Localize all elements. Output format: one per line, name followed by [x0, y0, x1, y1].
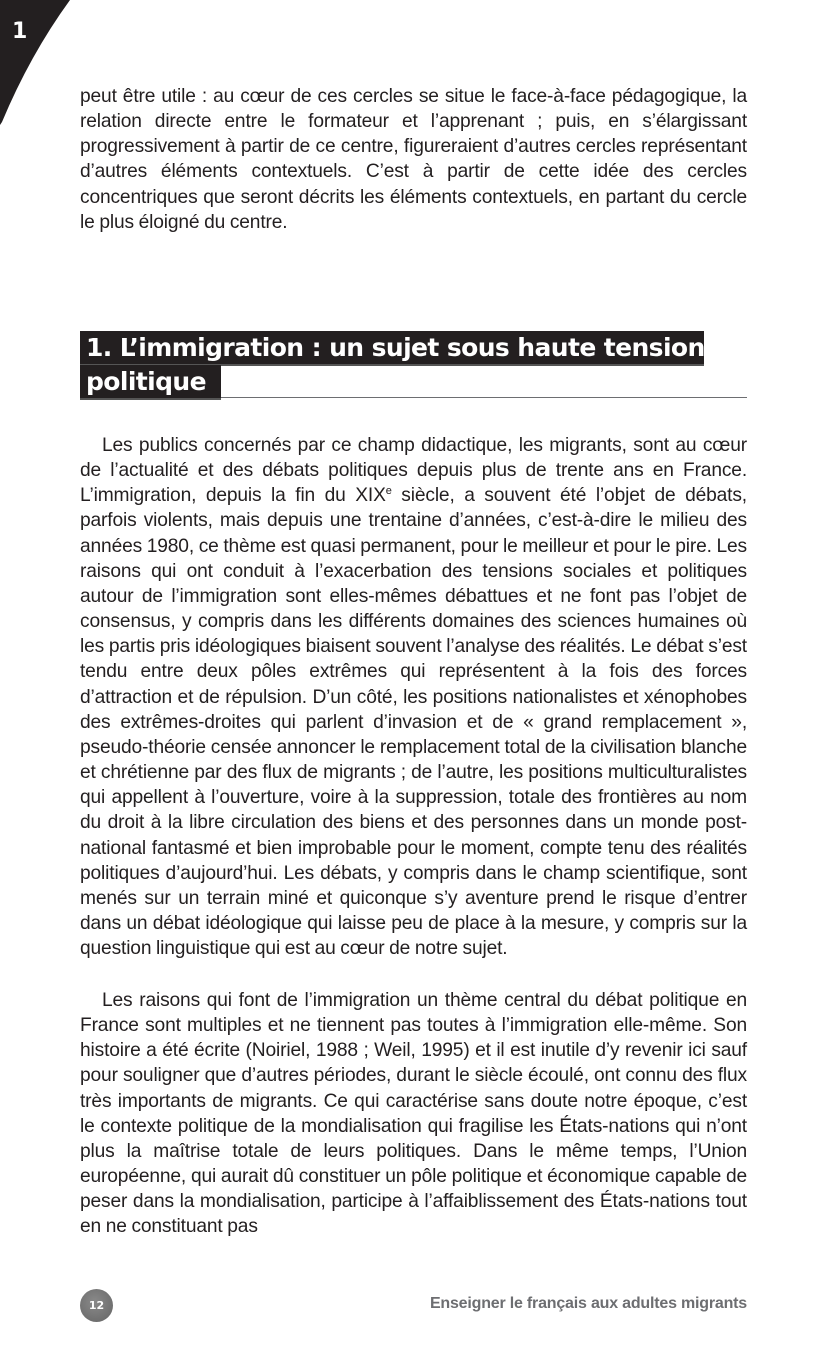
paragraph-text: siècle, a souvent été l’objet de débats, parfois violents, mais depuis une trentaine d’années, c’est-à-dire le milieu des années 1980, ce thème est quasi permanent, pour le meilleur et pour le pire. Les raisons qui ont conduit à l’exacerbation des tensions sociales et politiques autour de l’immigration sont elles-mêmes débattues et ne font pas l’objet de consensus, y compris dans les différents domaines des sciences humaines où les partis pris idéologiques biaisent souvent l’analyse des réalités. Le débat s’est tendu entre deux pôles extrêmes qui représentent à la fois des forces d’attraction et de répulsion. D’un côté, les positions nationalistes et xénophobes des extrêmes-droites qui parlent d’invasion et de « grand remplacement », pseudo-théorie censée annoncer le remplacement total de la civilisation blanche et chrétienne par des flux de migrants ; de l’autre, les positions multiculturalistes qui appellent à l’ouverture, voire à la suppression, totale des frontières au nom du droit à la libre circulation des biens et des personnes dans un monde post-national fantasmé et bien improbable pour le moment, compte tenu des réalités politiques d’aujourd’hui. Les débats, y compris dans le champ scientifique, sont menés sur un terrain miné et quiconque s’y aventure prend le risque d’entrer dans un débat idéologique qui laisse peu de place à la mesure, y compris sur la question linguistique qui est au cœur de notre sujet. [80, 485, 747, 960]
running-footer-title: Enseigner le français aux adultes migrants [429, 1295, 747, 1312]
section-heading [80, 331, 747, 398]
page-number-badge [80, 1289, 113, 1322]
body-paragraph-1-block [80, 433, 747, 961]
section-heading-line-1: 1. L’immigration : un sujet sous haute tension [80, 331, 704, 364]
paragraph-text: Les publics concernés par ce champ didactique, les migrants, sont au cœur de l’actualité et des débats politiques depuis plus de trente ans en France. L’immigration, depuis la fin du XIX [80, 435, 747, 507]
superscript-e: e [385, 485, 392, 498]
body-paragraph-2-block [80, 988, 747, 1240]
body-paragraph-2: Les raisons qui font de l’immigration un thème central du débat politique en France sont multiples et ne tiennent pas toutes à l’immigration elle-même. Son histoire a été écrite (Noiriel, 1988 ; Weil, 1995) et il est inutile d’y revenir ici sauf pour souligner que d’autres périodes, durant le siècle écoulé, ont connu des flux très importants de migrants. Ce qui caractérise sans doute notre époque, c’est le contexte politique de la mondialisation qui fragilise les États-nations qui n’ont plus la maîtrise totale de leurs politiques. Dans le même temps, l’Union européenne, qui aurait dû constituer un pôle politique et économique capable de peser dans la mondialisation, participe à l’affaiblissement des États-nations tout en ne constituant pas [80, 990, 747, 1238]
intro-paragraph-block [80, 84, 747, 235]
page-number: 12 [88, 1299, 105, 1312]
section-heading-line-2: politique [80, 365, 221, 398]
intro-paragraph: peut être utile : au cœur de ces cercles se situe le face-à-face pédagogique, la relation directe entre le formateur et l’apprenant ; puis, en s’élargissant progressivement à partir de ce centre, figureraient d’autres cercles représentant d’autres éléments contextuels. C’est à partir de cette idée des cercles concentriques que seront décrits les éléments contextuels, en partant du cercle le plus éloigné du centre. [80, 86, 747, 233]
chapter-tab [0, 0, 80, 125]
heading-rule-divider [221, 397, 747, 398]
chapter-number: 1 [12, 19, 28, 44]
body-paragraph-1 [80, 433, 747, 961]
